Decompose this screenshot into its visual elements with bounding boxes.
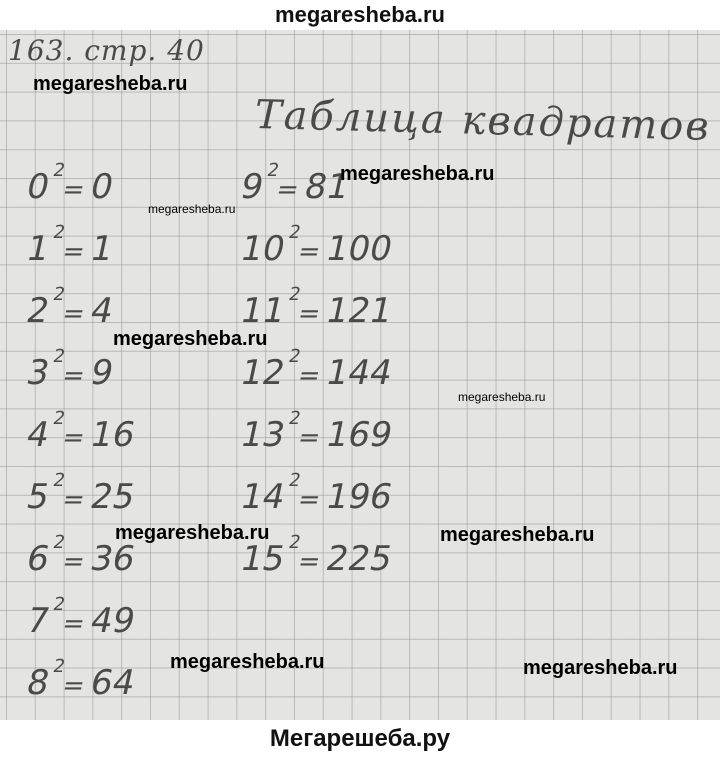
equals-sign: = [295, 423, 324, 453]
square-equation [23, 284, 119, 331]
watermark: megaresheba.ru [340, 163, 495, 185]
square-exponent: 2 [265, 160, 282, 181]
square-result: 64 [86, 663, 139, 703]
square-result: 169 [322, 415, 396, 455]
square-base: 14 [237, 477, 289, 517]
square-result: 1 [86, 229, 118, 269]
equals-sign: = [59, 423, 88, 453]
equals-sign: = [295, 485, 324, 515]
square-equation [23, 408, 140, 455]
square-equation [237, 222, 397, 269]
equals-sign: = [295, 361, 324, 391]
square-equation [237, 160, 354, 207]
square-base: 5 [23, 477, 54, 517]
square-base: 2 [23, 291, 54, 331]
square-base: 8 [23, 663, 54, 703]
square-base: 0 [23, 167, 54, 207]
watermark: megaresheba.ru [113, 328, 268, 350]
square-base: 9 [237, 167, 268, 207]
equals-sign: = [59, 175, 88, 205]
square-base: 3 [23, 353, 54, 393]
site-footer: Мегарешеба.ру [269, 725, 451, 752]
square-result: 81 [300, 167, 353, 207]
square-result: 0 [86, 167, 118, 207]
square-equation [237, 470, 397, 517]
square-result: 121 [322, 291, 396, 331]
equals-sign: = [59, 361, 88, 391]
square-exponent: 2 [286, 346, 303, 367]
square-base: 11 [237, 291, 289, 331]
table-title: Таблица квадратов [254, 92, 712, 150]
watermark: megaresheba.ru [458, 390, 546, 404]
notebook-page [0, 30, 720, 720]
equals-sign: = [59, 485, 88, 515]
equals-sign: = [59, 299, 88, 329]
square-base: 4 [23, 415, 54, 455]
square-exponent: 2 [286, 470, 303, 491]
square-exponent: 2 [286, 284, 303, 305]
square-base: 7 [23, 601, 54, 641]
equals-sign: = [295, 547, 324, 577]
square-exponent: 2 [51, 222, 68, 243]
watermark: megaresheba.ru [170, 651, 325, 673]
square-exponent: 2 [51, 532, 68, 553]
square-result: 9 [86, 353, 118, 393]
square-equation [23, 222, 119, 269]
square-result: 25 [86, 477, 139, 517]
equals-sign: = [273, 175, 302, 205]
square-result: 16 [86, 415, 139, 455]
square-equation [23, 346, 119, 393]
site-header: megaresheba.ru [275, 2, 445, 27]
square-exponent: 2 [51, 284, 68, 305]
square-base: 6 [23, 539, 54, 579]
square-base: 12 [237, 353, 289, 393]
square-result: 144 [322, 353, 396, 393]
watermark: megaresheba.ru [440, 524, 595, 546]
equals-sign: = [59, 237, 88, 267]
square-exponent: 2 [286, 532, 303, 553]
watermark: megaresheba.ru [115, 522, 270, 544]
square-exponent: 2 [51, 594, 68, 615]
square-exponent: 2 [51, 160, 68, 181]
square-equation [237, 408, 397, 455]
square-exponent: 2 [51, 408, 68, 429]
equals-sign: = [295, 299, 324, 329]
square-base: 15 [237, 539, 289, 579]
square-exponent: 2 [51, 470, 68, 491]
square-equation [23, 470, 140, 517]
square-result: 36 [86, 539, 139, 579]
square-result: 196 [322, 477, 396, 517]
equals-sign: = [59, 609, 88, 639]
square-equation [23, 656, 140, 703]
square-exponent: 2 [286, 222, 303, 243]
square-base: 1 [23, 229, 54, 269]
square-result: 225 [322, 539, 396, 579]
equals-sign: = [295, 237, 324, 267]
watermark: megaresheba.ru [33, 73, 188, 95]
square-equation [23, 594, 140, 641]
square-result: 4 [86, 291, 118, 331]
watermark: megaresheba.ru [523, 657, 678, 679]
task-reference: 163. стр. 40 [8, 34, 205, 67]
square-base: 13 [237, 415, 289, 455]
square-result: 100 [322, 229, 396, 269]
equals-sign: = [59, 547, 88, 577]
square-exponent: 2 [51, 656, 68, 677]
square-exponent: 2 [51, 346, 68, 367]
square-equation [237, 284, 397, 331]
square-result: 49 [86, 601, 139, 641]
square-base: 10 [237, 229, 289, 269]
equals-sign: = [59, 671, 88, 701]
square-equation [23, 160, 119, 207]
square-exponent: 2 [286, 408, 303, 429]
square-equation [237, 346, 397, 393]
watermark: megaresheba.ru [148, 202, 236, 216]
